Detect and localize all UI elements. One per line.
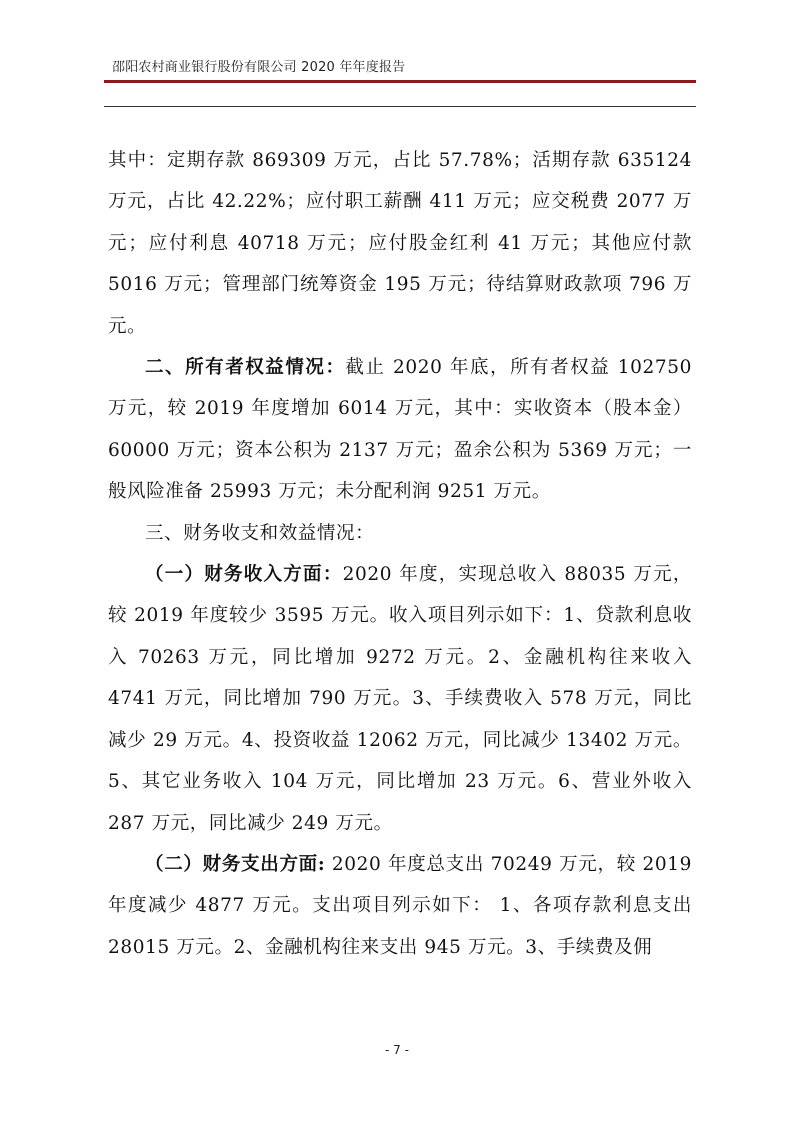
subsection-heading-expenditure: （二）财务支出方面:	[145, 853, 326, 875]
paragraph-liabilities-detail: 其中：定期存款 869309 万元，占比 57.78%；活期存款 635124 万元，占比 42.22%；应付职工薪酬 411 万元；应交税费 2077 万元；应付利息 40718 万元；应付股金红利 41 万元；其他应付款 5016 万元；管理部门统筹资金 195 万元；待结算财政款项 796 万元。	[108, 150, 692, 337]
paragraph-expenditure	[108, 844, 692, 968]
section-heading-financial-results: 三、财务收支和效益情况：	[145, 522, 375, 544]
page-header-title: 邵阳农村商业银行股份有限公司 2020 年年度报告	[112, 60, 406, 75]
page-number: - 7 -	[385, 1043, 409, 1057]
header-rule-thick	[104, 80, 696, 83]
section-heading-owners-equity: 二、所有者权益情况：	[145, 357, 346, 379]
owners-equity-text: 截止 2020 年底，所有者权益 102750 万元，较 2019 年度增加 6014 万元，其中：实收资本（股本金）60000 万元；资本公积为 2137 万元；盈余公积为 5369 万元；一般风险准备 25993 万元；未分配利润 9251 万元。	[108, 357, 692, 503]
expenditure-text: 2020 年度总支出 70249 万元，较 2019 年度减少 4877 万元。支出项目列示如下： 1、各项存款利息支出 28015 万元。2、金融机构往来支出 945 万元。3、手续费及佣	[108, 853, 692, 958]
paragraph-owners-equity	[108, 347, 692, 513]
paragraph-income	[108, 554, 692, 844]
header-rule-thin	[104, 106, 696, 107]
subsection-heading-income: （一）财务收入方面：	[145, 564, 343, 586]
document-body	[108, 140, 692, 968]
income-text: 2020 年度，实现总收入 88035 万元，较 2019 年度较少 3595 万元。收入项目列示如下：1、贷款利息收入 70263 万元，同比增加 9272 万元。2、金融机构往来收入 4741 万元，同比增加 790 万元。3、手续费收入 578 万元，同比减少 29 万元。4、投资收益 12062 万元，同比减少 13402 万元。5、其它业务收入 104 万元，同比增加 23 万元。6、营业外收入 287 万元，同比减少 249 万元。	[108, 564, 692, 834]
